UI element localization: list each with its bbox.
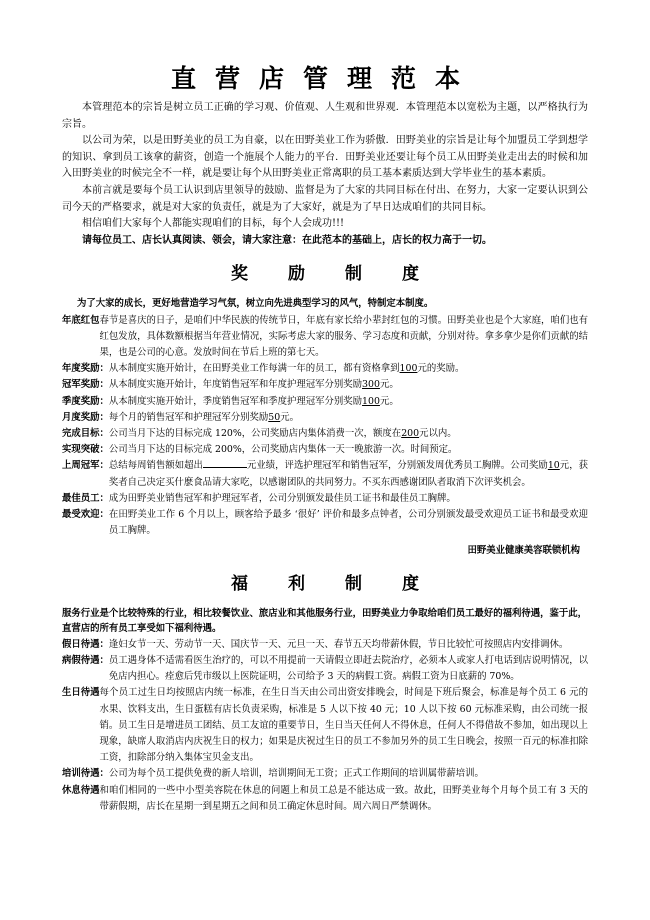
text-segment: 从本制度实施开始计，季度销售冠军和季度护理冠军分别奖励 <box>108 395 363 407</box>
reward-item-label: 最受欢迎： <box>62 508 109 520</box>
welfare-item-text: 和咱们相同的一些中小型美容院在休息的问题上和员工总是不能达成一致。故此，田野美业每个月每个员工有 3 天的带薪假期，店长在星期一到星期五之间和员工确定休息时间。周六周日严禁调休。 <box>99 784 588 812</box>
reward-item <box>62 426 588 442</box>
document-title: 直营店管理范本 <box>170 64 479 93</box>
reward-item-text <box>109 410 588 426</box>
underlined-amount: 100 <box>399 363 418 375</box>
underlined-amount: 300 <box>362 379 380 391</box>
reward-item <box>62 507 588 539</box>
text-segment: 元。 <box>379 379 399 391</box>
intro-paragraph: 相信咱们大家每个人都能实现咱们的目标，每个人会成功!!! <box>82 218 345 230</box>
welfare-item-label: 休息待遇 <box>62 784 100 796</box>
reward-item-label: 月度奖励： <box>62 411 109 423</box>
underlined-amount: 50 <box>268 411 281 423</box>
text-segment: 元，获奖者自己决定买什麽食品请大家吃，以感谢团队的共同努力。不买东西感谢团队者取消下次评奖机会。 <box>108 460 588 488</box>
text-segment: 每个月的销售冠军和护理冠军分别奖励 <box>108 411 269 423</box>
welfare-item-label: 生日待遇 <box>62 687 100 699</box>
welfare-section-title: 福利制度 <box>231 574 459 595</box>
intro-paragraph: 本前言就是要每个员工认识到店里领导的鼓励、监督是为了大家的共同目标在付出、在努力，大家一定要认识到公司今天的严格要求，就是对大家的负责任，就是为了大家好，就是为了早日达成咱们的共同目标。 <box>62 184 588 213</box>
reward-item <box>62 313 588 362</box>
reward-item-label: 年底红包 <box>62 314 100 326</box>
text-segment: 公司当月下达的目标完成 120%，公司奖励店内集体消费一次，额度在 <box>108 427 402 439</box>
reward-item-text <box>109 458 588 490</box>
text-segment: 元以内。 <box>419 427 457 439</box>
welfare-item-text: 公司为每个员工提供免费的新人培训，培训期间无工资；正式工作期间的培训属带薪培训。 <box>108 768 484 780</box>
organization-signature: 田野美业健康美容联锁机构 <box>467 545 580 557</box>
underlined-amount: 200 <box>401 427 420 439</box>
welfare-item <box>62 783 588 815</box>
reward-item-text <box>109 426 588 442</box>
reward-item-text: 公司当月下达的目标完成 200%，公司奖励店内集体一天一晚旅游一次。时间预定。 <box>108 444 458 456</box>
reward-item-label: 实现突破： <box>62 444 109 456</box>
reward-item-label: 最佳员工： <box>62 492 109 504</box>
reward-item <box>62 442 588 458</box>
welfare-item <box>62 653 588 685</box>
reward-item-text <box>109 361 588 377</box>
reward-intro: 为了大家的成长，更好地营造学习气氛，树立向先进典型学习的风气，特制定本制度。 <box>77 298 434 310</box>
welfare-item <box>62 637 588 653</box>
reward-item-label: 季度奖励： <box>62 395 109 407</box>
reward-item <box>62 394 588 410</box>
intro-bold-notice: 请每位员工、店长认真阅读、领会，请大家注意：在此范本的基础上，店长的权力高于一切。 <box>82 234 492 246</box>
fill-in-blank <box>203 458 247 468</box>
text-segment: 从本制度实施开始计，年度销售冠军和年度护理冠军分别奖励 <box>108 379 363 391</box>
reward-item-text <box>109 377 588 393</box>
underlined-amount: 10 <box>547 460 560 472</box>
text-segment: 元业绩，评选护理冠军和销售冠军，分别颁发周优秀员工胸牌。公司奖励 <box>246 460 548 472</box>
welfare-item-text: 每个员工过生日均按照店内统一标准，在生日当天由公司出资安排晚会，时间是下班后聚会，标准是每个员工 6 元的水果、饮料支出，生日蛋糕有店长负责采购，标准是 5 人以下按 40 元；10 人以下按 60 元标准采购，由公司统一报销。员工生日是增进员工团结、员工友谊的重要节日，生日当天任何人不得休息，任何人不得借故不参加，如出现以上现象，缺席人取消店内庆祝生日的权力；如果是庆祝过生日的员工不参加另外的员工生日晚会，按照一百元的标准扣除工资，扣除部分纳入集体宝贝金支出。 <box>99 687 588 764</box>
reward-item <box>62 458 588 490</box>
welfare-list <box>62 637 588 815</box>
reward-item-label: 年度奖励： <box>62 363 109 375</box>
welfare-item-label: 假日待遇： <box>62 638 109 650</box>
underlined-amount: 100 <box>362 395 380 407</box>
reward-item <box>62 361 588 377</box>
welfare-item <box>62 766 588 782</box>
reward-list <box>62 313 588 540</box>
text-segment: 元。 <box>379 395 399 407</box>
reward-item-text: 成为田野美业销售冠军和护理冠军者，公司分别颁发最佳员工证书和最佳员工胸牌。 <box>108 492 456 504</box>
reward-item-label: 完成目标： <box>62 427 109 439</box>
reward-item <box>62 410 588 426</box>
reward-item-label: 上周冠军： <box>62 460 109 472</box>
reward-item <box>62 377 588 393</box>
welfare-item-label: 病假待遇： <box>62 655 109 666</box>
welfare-item-text: 员工遇身体不适需看医生治疗的，可以不用提前一天请假立即赶去院治疗，必须本人或家人打电话到店说明情况，以免店内担心。痊愈后凭市级以上医院证明，公司给予 3 天的病假工资。病假工资为日底薪的 70%。 <box>108 655 588 683</box>
reward-item-label: 冠军奖励： <box>62 379 109 391</box>
reward-item-text: 在田野美业工作 6 个月以上，顾客给予最多 ‘很好’ 评价和最多点钟者，公司分别颁发最受欢迎员工证书和最受欢迎员工胸牌。 <box>108 508 588 537</box>
intro-paragraph: 以公司为荣，以是田野美业的员工为自豪，以在田野美业工作为骄傲．田野美业的宗旨是让每个加盟员工学到想学的知识、拿到员工该拿的薪资，创造一个施展个人能力的平台．田野美业还要让每个员工从田野美业走出去的时候和加入田野美业的时候完全不一样，就是要让每个从田野美业正常离职的员工基本素质达到大学毕业生的基本素质。 <box>62 135 588 180</box>
reward-section-title: 奖励制度 <box>231 264 459 285</box>
reward-item-text: 春节是喜庆的日子，是咱们中华民族的传统节日，年底有家长给小辈封红包的习惯。田野美业也是个大家庭，咱们也有红包发放，具体数额根据当年营业情况，实际考虑大家的服务、学习态度和贡献，分别对待。拿多拿少是你们贡献的结果，也是公司的心意。发放时间在节后上班的第七天。 <box>99 314 588 358</box>
welfare-item <box>62 685 588 766</box>
text-segment: 总结每周销售额如超出 <box>108 460 203 472</box>
welfare-item-text: 逢妇女节一天、劳动节一天、国庆节一天、元旦一天、春节五天均带薪休假，节日比较忙可按照店内安排调休。 <box>108 638 569 650</box>
reward-item-text <box>109 394 588 410</box>
intro-paragraph: 本管理范本的宗旨是树立员工正确的学习观、价值观、人生观和世界观．本管理范本以宽松为主题，以严格执行为宗旨。 <box>62 102 588 130</box>
text-segment: 元的奖励。 <box>417 363 465 375</box>
text-segment: 元。 <box>280 411 299 423</box>
text-segment: 从本制度实施开始计，在田野美业工作每满一年的员工，都有资格拿到 <box>108 363 400 375</box>
welfare-item-label: 培训待遇： <box>62 768 109 780</box>
reward-item <box>62 491 588 507</box>
welfare-intro: 服务行业是个比较特殊的行业，相比较餐饮业、旅店业和其他服务行业，田野美业力争取给咱们员工最好的福利待遇，鉴于此，直营店的所有员工享受如下福利待遇。 <box>62 608 588 634</box>
